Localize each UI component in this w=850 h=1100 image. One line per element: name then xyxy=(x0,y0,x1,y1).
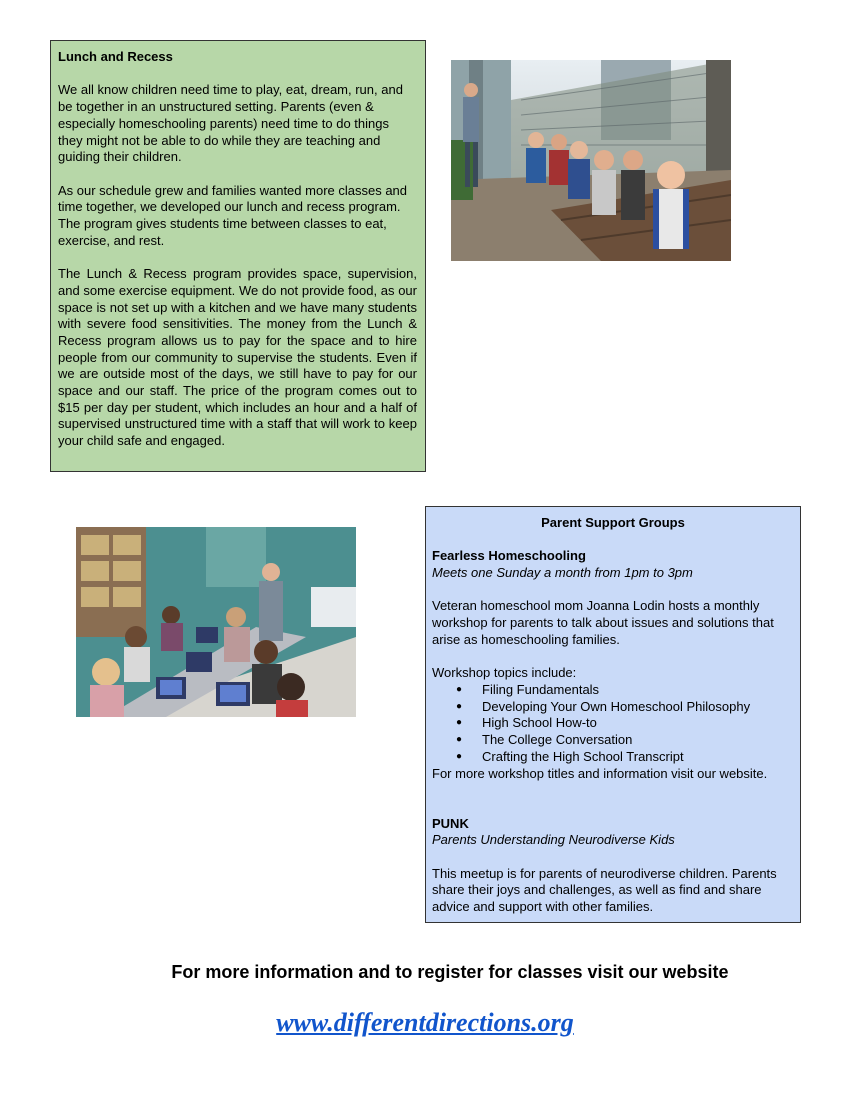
lunch-recess-title: Lunch and Recess xyxy=(58,49,173,64)
parent-support-box xyxy=(425,506,801,923)
list-item: ● Filing Fundamentals xyxy=(432,682,794,699)
punk-heading: PUNK xyxy=(432,815,469,831)
fearless-schedule: Meets one Sunday a month from 1pm to 3pm xyxy=(432,565,693,581)
lunch-paragraph-2: As our schedule grew and families wanted more classes and time together, we developed our lunch and recess program. The program gives students time between classes to eat, exercise, and rest. xyxy=(58,182,408,248)
fearless-description: Veteran homeschool mom Joanna Lodin hosts a monthly workshop for parents to talk about issues and solutions that arise as homeschooling families. xyxy=(432,598,774,647)
classroom-laptops-photo xyxy=(76,527,356,717)
spacer xyxy=(432,582,794,599)
parent-support-title: Parent Support Groups xyxy=(541,515,685,530)
website-link[interactable]: www.differentdirections.org xyxy=(276,1008,574,1037)
spacer xyxy=(432,649,794,666)
classroom-laptops-illustration xyxy=(76,527,356,717)
spacer xyxy=(432,799,794,816)
workshop-more-info: For more workshop titles and information visit our website. xyxy=(432,765,768,781)
workshop-topics-intro: Workshop topics include: xyxy=(432,665,577,681)
lunch-recess-box xyxy=(50,40,426,472)
list-item: ● Crafting the High School Transcript xyxy=(432,749,794,766)
fearless-homeschooling-heading: Fearless Homeschooling xyxy=(432,548,586,564)
list-item: ● High School How-to xyxy=(432,715,794,732)
workshop-topics-list xyxy=(432,682,794,766)
lunch-paragraph-1: We all know children need time to play, eat, dream, run, and be together in an unstructured setting. Parents (even & especially homeschooling parents) need time to do things they might not be able to do while they are teaching and guiding their children. xyxy=(58,82,403,165)
spacer xyxy=(432,782,794,799)
lunch-paragraph-3: The Lunch & Recess program provides space, supervision, and some exercise equipment. We do not provide food, as our space is not set up with a kitchen and we have many students with severe food sensitivities. The money from the Lunch & Recess program allows us to pay for the space and to hire people from our community to supervise the students. Even if we are outside most of the days, we still have to pay for our space and our staff. The price of the program comes out to $15 per day per student, which includes an hour and a half of supervised unstructured time with a staff that will work to keep your child safe and engaged. xyxy=(58,266,417,449)
punk-description: This meetup is for parents of neurodiverse children. Parents share their joys and challenges, as well as find and share advice and support with other families. xyxy=(432,865,777,915)
footer-call-to-action: For more information and to register for classes visit our website xyxy=(171,962,729,982)
punk-subtitle: Parents Understanding Neurodiverse Kids xyxy=(432,832,675,848)
list-item: ● Developing Your Own Homeschool Philosophy xyxy=(432,699,794,716)
children-boardwalk-illustration xyxy=(451,60,731,261)
list-item: ● The College Conversation xyxy=(432,732,794,749)
children-boardwalk-photo xyxy=(451,60,731,261)
spacer xyxy=(432,849,794,866)
